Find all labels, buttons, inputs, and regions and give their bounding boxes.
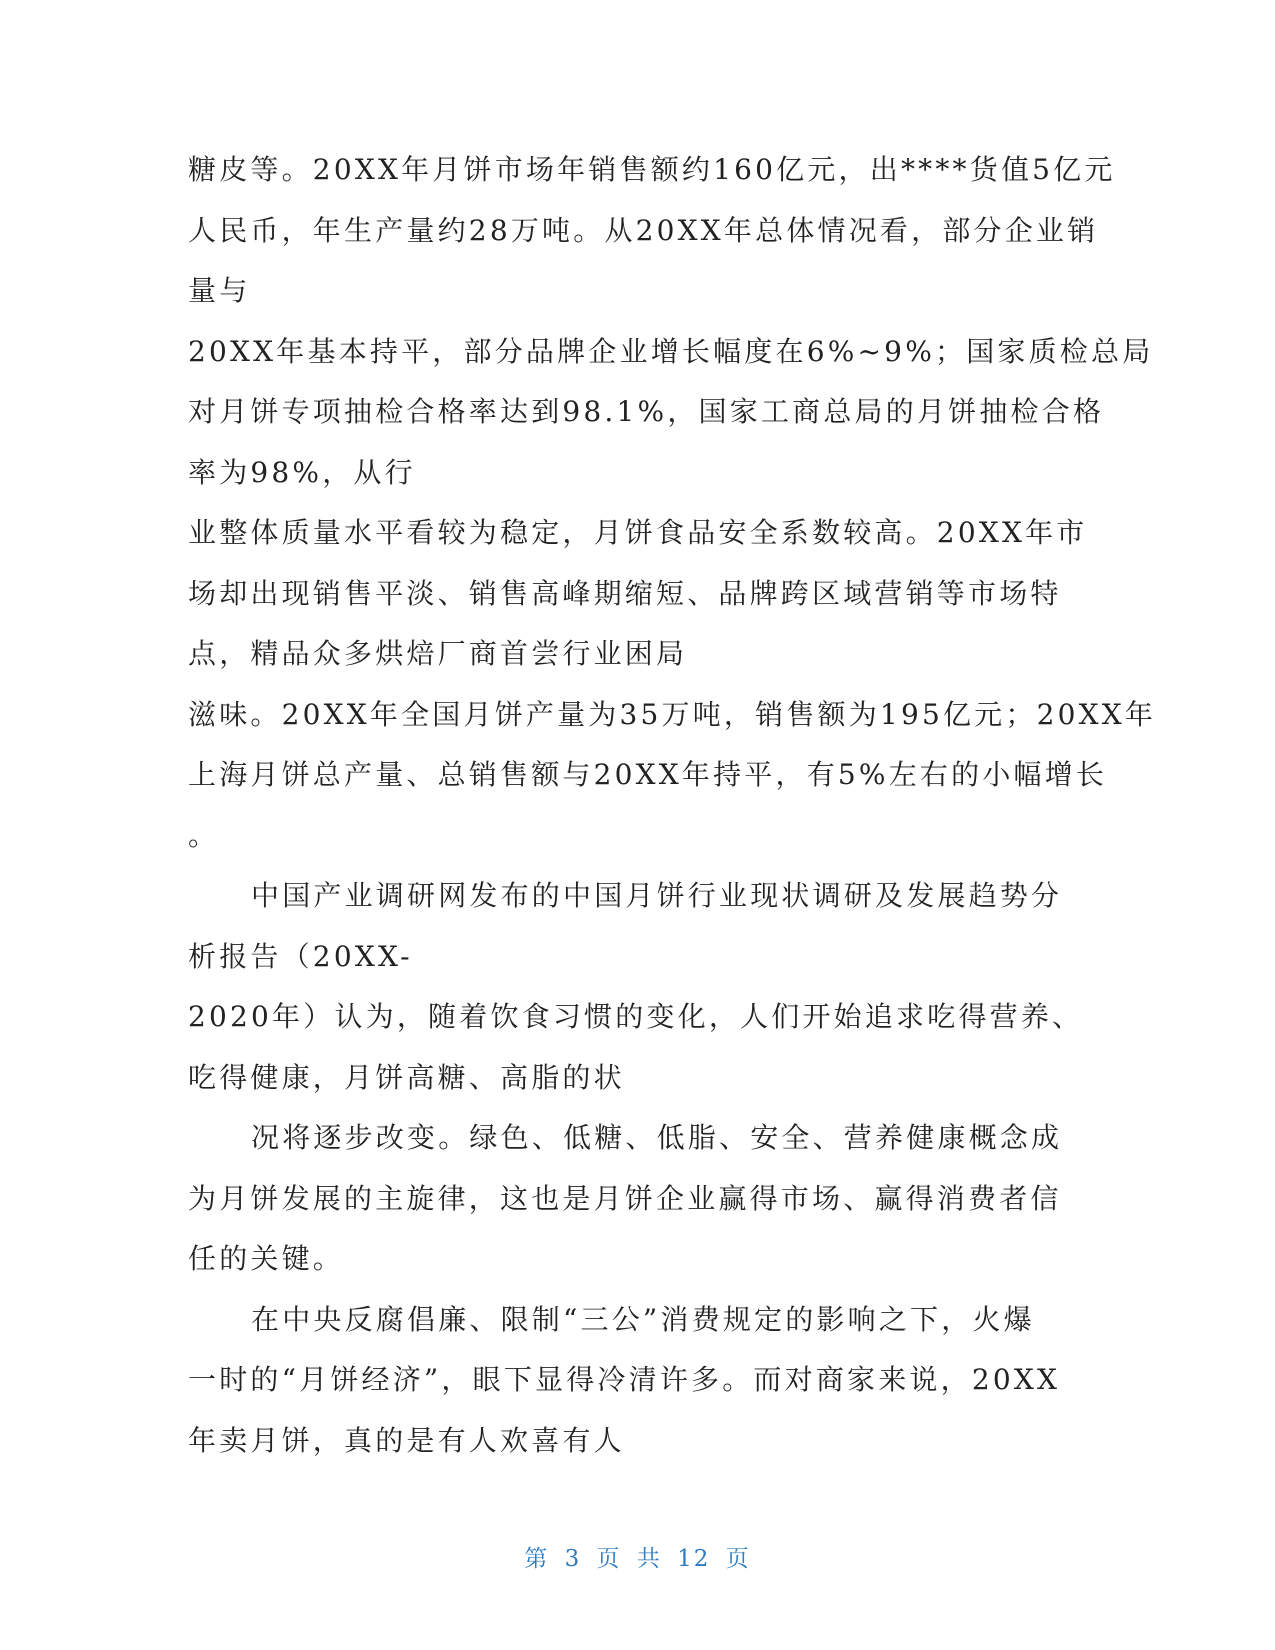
text-line: 率为98%，从行 <box>188 455 416 489</box>
text-line: 滋味。20XX年全国月饼产量为35万吨，销售额为195亿元；20XX年 <box>188 697 1157 731</box>
text-line: 任的关键。 <box>188 1242 345 1275</box>
paragraph-start-line: 况将逐步改变。绿色、低糖、低脂、安全、营养健康概念成 <box>251 1121 1063 1154</box>
text-line: 20XX年基本持平，部分品牌企业增长幅度在6%~9%；国家质检总局 <box>188 334 1154 368</box>
text-line: 人民币，年生产量约28万吨。从20XX年总体情况看，部分企业销 <box>188 213 1099 247</box>
text-line: 上海月饼总产量、总销售额与20XX年持平，有5%左右的小幅增长 <box>188 758 1108 791</box>
text-line: 年卖月饼，真的是有人欢喜有人 <box>188 1423 625 1457</box>
text-line: 对月饼专项抽检合格率达到98.1%，国家工商总局的月饼抽检合格 <box>188 395 1105 428</box>
text-line: 业整体质量水平看较为稳定，月饼食品安全系数较高。20XX年市 <box>188 516 1088 549</box>
text-line: 糖皮等。20XX年月饼市场年销售额约160亿元，出****货值5亿元 <box>188 153 1116 186</box>
text-line: 场却出现销售平淡、销售高峰期缩短、品牌跨区域营销等市场特 <box>188 576 1062 610</box>
text-line: 2020年）认为，随着饮食习惯的变化，人们开始追求吃得营养、 <box>188 1000 1084 1033</box>
text-line: 一时的“月饼经济”，眼下显得冷清许多。而对商家来说，20XX <box>188 1363 1061 1396</box>
text-line: 吃得健康，月饼高糖、高脂的状 <box>188 1060 625 1094</box>
text-line: 。 <box>188 818 220 852</box>
paragraph-start-line: 在中央反腐倡廉、限制“三公”消费规定的影响之下，火爆 <box>251 1302 1035 1336</box>
text-line: 为月饼发展的主旋律，这也是月饼企业赢得市场、赢得消费者信 <box>188 1181 1062 1215</box>
page-number-footer: 第 3 页 共 12 页 <box>524 1546 751 1572</box>
text-line: 量与 <box>188 274 251 307</box>
paragraph-start-line: 中国产业调研网发布的中国月饼行业现状调研及发展趋势分 <box>251 879 1063 912</box>
body-text <box>188 140 1157 1471</box>
text-line: 点，精品众多烘焙厂商首尝行业困局 <box>188 637 688 670</box>
text-line: 析报告（20XX- <box>188 939 413 973</box>
